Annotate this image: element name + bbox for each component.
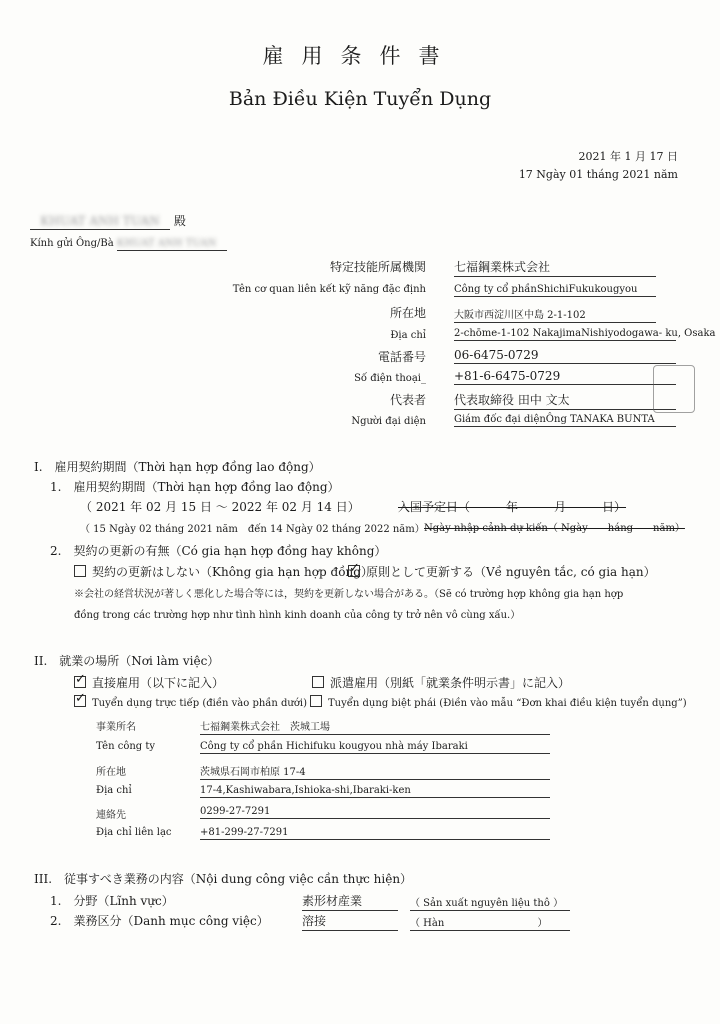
rep-label-vn: Người đại diện (351, 416, 426, 427)
tel-label-vn: Số điện thoại_ (354, 373, 426, 384)
field-value-jp: 素形材産業 (302, 892, 398, 911)
section1-item2-heading: 2. 契約の更新の有無（Có gia hạn hợp đồng hay không） (50, 544, 387, 558)
workplace-row-3-value: 17-4,Kashiwabara,Ishioka-shi,Ibaraki-ken (200, 785, 550, 798)
renewal-no-label: 契約の更新はしない（Không gia hạn hợp đồng） (92, 565, 373, 579)
recipient-jp (30, 212, 186, 230)
section1-item1-heading: 1. 雇用契約期間（Thời hạn hợp đồng lao động） (50, 480, 340, 494)
rep-label-jp: 代表者 (389, 393, 426, 407)
addr-label-jp: 所在地 (389, 306, 426, 320)
date-vn: 17 Ngày 01 tháng 2021 năm (518, 168, 678, 181)
renewal-yes-option[interactable] (348, 563, 656, 580)
addr-value-vn: 2-chōme-1-102 NakajimaNishiyodogawa- ku, Osaka (454, 328, 716, 339)
workplace-row-1-label: Tên công ty (96, 741, 156, 752)
workplace-row-5-value: +81-299-27-7291 (200, 827, 550, 840)
company-seal (653, 365, 695, 413)
section1-heading: I. 雇用契約期間（Thời hạn hợp đồng lao động） (34, 460, 321, 474)
document-title-jp: 雇用条件書 (262, 44, 458, 68)
recipient-suffix: 殿 (173, 214, 186, 228)
renewal-no-checkbox[interactable] (74, 565, 86, 577)
field-value-vn: （ Sản xuất nguyên liệu thô ） (410, 894, 570, 911)
renewal-note-line1: ※会社の経営状況が著しく悪化した場合等には，契約を更新しない場合がある。（Sẽ có trường hợp không gia hạn hợp (74, 589, 624, 600)
job-category-label: 2. 業務区分（Danh mục công việc） (50, 914, 269, 928)
workplace-row-0-label: 事業所名 (96, 722, 136, 733)
recipient-label-vn: Kính gửi Ông/Bà (30, 238, 114, 249)
recipient-name-redacted: KHUAT ANH TUAN (30, 214, 170, 230)
direct-employment-vn-checkbox[interactable] (74, 695, 86, 707)
org-value-vn: Công ty cổ phầnShichiFukukougyou (454, 284, 656, 297)
renewal-no-option[interactable] (74, 563, 373, 580)
org-label-vn: Tên cơ quan liên kết kỹ năng đặc định (232, 284, 426, 295)
direct-employment-jp[interactable] (74, 674, 224, 691)
addr-label-vn: Địa chỉ (390, 330, 426, 341)
workplace-row-2-value: 茨城県石岡市柏原 17-4 (200, 763, 550, 780)
document-title-vn: Bản Điều Kiện Tuyển Dụng (228, 88, 492, 110)
dispatch-employment-vn[interactable] (310, 695, 687, 709)
dispatch-employment-vn-checkbox[interactable] (310, 695, 322, 707)
entry-date-jp: 入国予定日（ 年 月 日） (398, 500, 627, 514)
recipient-name-vn-redacted: KHUAT ANH TUAN (117, 238, 227, 251)
renewal-yes-label: 原則として更新する（Về nguyên tắc, có gia hạn） (366, 565, 656, 579)
renewal-yes-checkbox[interactable] (348, 565, 360, 577)
renewal-note-line2: đồng trong các trường hợp như tình hình kinh doanh của công ty trở nên vô cùng xấu.） (74, 610, 521, 621)
direct-employment-label-jp: 直接雇用（以下に記入） (92, 676, 225, 690)
workplace-row-4-value: 0299-27-7291 (200, 806, 550, 819)
entry-date-vn: Ngày nhập cảnh dự kiến（ Ngày háng năm） (424, 523, 685, 534)
section3-heading: III. 従事すべき業務の内容（Nội dung công việc cần thực hiện） (34, 872, 413, 886)
rep-value-vn: Giám đốc đại diệnÔng TANAKA BUNTA (454, 414, 676, 427)
dispatch-employment-checkbox[interactable] (312, 676, 324, 688)
org-label-jp: 特定技能所属機関 (329, 260, 426, 274)
tel-value-jp: 06-6475-0729 (454, 348, 676, 364)
workplace-row-3-label: Địa chỉ (96, 785, 132, 796)
tel-value-vn: +81-6-6475-0729 (454, 369, 676, 385)
job-category-value-vn: （ Hàn ） (410, 914, 570, 931)
workplace-row-2-label: 所在地 (96, 767, 126, 778)
contract-period-jp: （ 2021 年 02 月 15 日 ～ 2022 年 02 月 14 日） (80, 500, 360, 514)
job-category-value-jp: 溶接 (302, 912, 398, 931)
dispatch-employment-jp[interactable] (312, 674, 570, 691)
workplace-row-5-label: Địa chỉ liên lạc (96, 827, 172, 838)
direct-employment-label-vn: Tuyển dụng trực tiếp (điền vào phần dưới) (92, 698, 307, 709)
dispatch-employment-label-vn: Tuyển dụng biệt phái (Điền vào mẫu “Đơn khai điều kiện tuyển dụng”) (328, 698, 687, 709)
addr-value-jp: 大阪市西淀川区中島 2-1-102 (454, 306, 656, 323)
rep-value-jp: 代表取締役 田中 文太 (454, 391, 676, 410)
workplace-row-4-label: 連絡先 (96, 810, 126, 821)
workplace-row-0-value: 七福鋼業株式会社 茨城工場 (200, 718, 550, 735)
tel-label-jp: 電話番号 (377, 350, 426, 364)
field-label: 1. 分野（Lĩnh vực） (50, 894, 174, 908)
direct-employment-vn[interactable] (74, 695, 307, 709)
dispatch-employment-label-jp: 派遣雇用（別紙「就業条件明示書」に記入） (330, 676, 571, 690)
section2-heading: II. 就業の場所（Nơi làm việc） (34, 654, 220, 668)
contract-period-vn: （ 15 Ngày 02 tháng 2021 năm đến 14 Ngày 02 tháng 2022 năm） (80, 524, 425, 535)
direct-employment-checkbox[interactable] (74, 676, 86, 688)
date-jp: 2021 年 1 月 17 日 (578, 150, 678, 163)
org-value-jp: 七福鋼業株式会社 (454, 258, 656, 277)
workplace-row-1-value: Công ty cổ phần Hichifuku kougyou nhà máy Ibaraki (200, 741, 550, 754)
recipient-vn (30, 238, 227, 251)
